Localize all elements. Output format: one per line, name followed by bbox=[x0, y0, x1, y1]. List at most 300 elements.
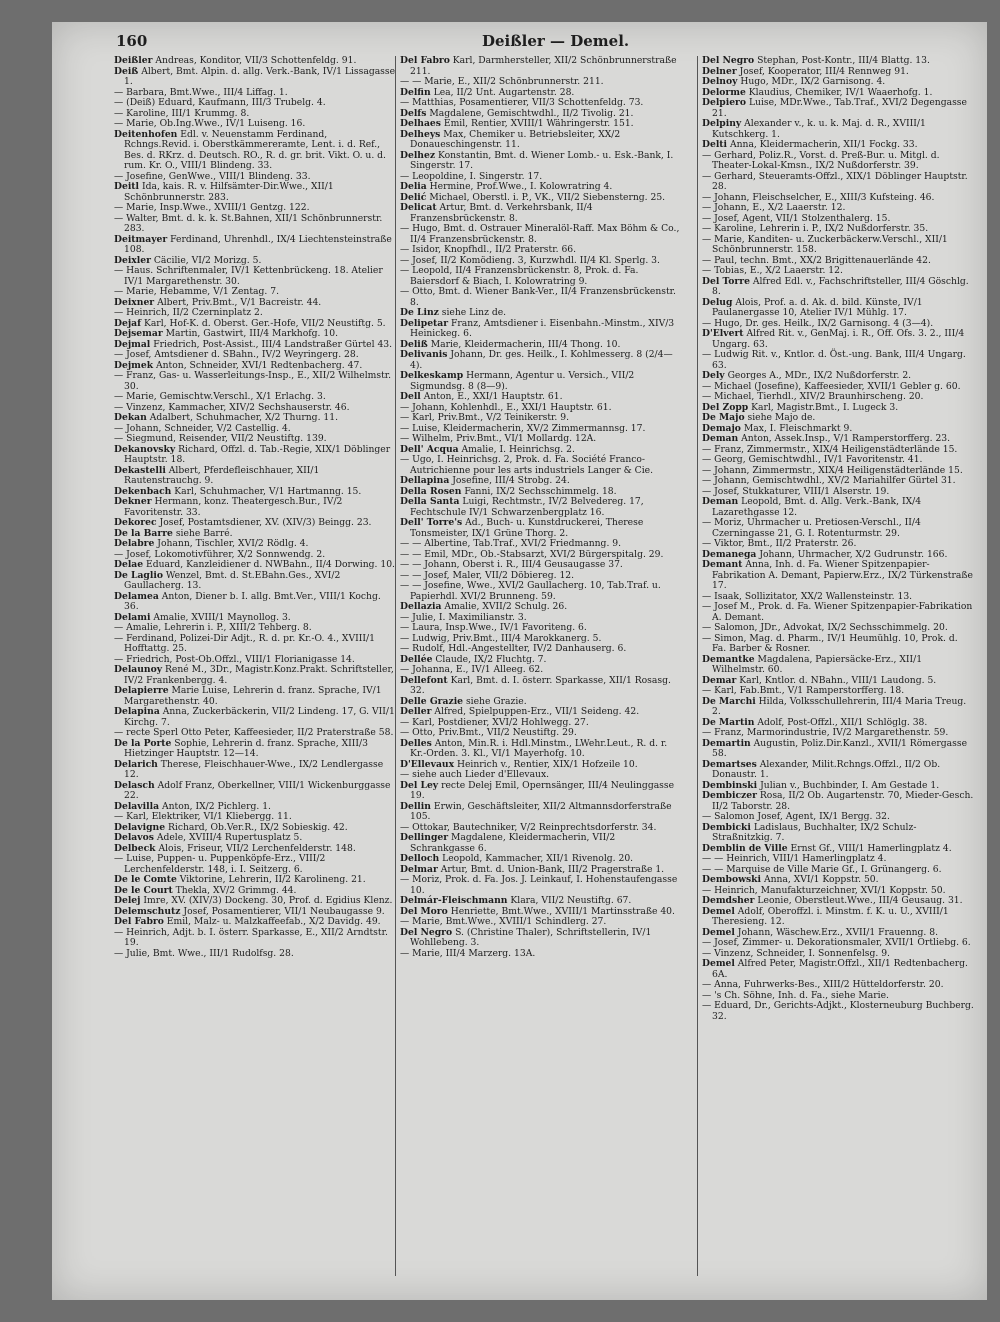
entry-surname: Delle Grazie bbox=[400, 695, 464, 707]
entry-details: Albert, Priv.Bmt., V/1 Bacreistr. 44. bbox=[157, 296, 322, 308]
entry-details: Karl, Bmt. d. I. österr. Sparkasse, XII/1 Rosasg. 32. bbox=[410, 674, 671, 696]
entry-surname: Delipetar bbox=[400, 317, 449, 329]
entry-details: Anton, IX/2 Pichlerg. 1. bbox=[161, 800, 271, 812]
entry-details: Klara, VII/2 Neustiftg. 67. bbox=[510, 895, 632, 906]
entry-surname: Dejaf bbox=[114, 317, 142, 329]
directory-entry bbox=[702, 235, 974, 256]
entry-details: — Johann, Fleischselcher, E., XIII/3 Kufsteing. 46. bbox=[702, 191, 935, 203]
entry-details: Anna, Zuckerbäckerin, VII/2 Lindeng. 17, G. VII/1 Kirchg. 7. bbox=[124, 706, 395, 728]
entry-surname: Delasch bbox=[114, 779, 155, 791]
entry-surname: Dekanovsky bbox=[114, 443, 176, 455]
entry-details: Cäcilie, VI/2 Morizg. 5. bbox=[153, 254, 262, 266]
directory-entry bbox=[114, 707, 396, 728]
directory-entry bbox=[702, 634, 974, 655]
entry-surname: Delmár-Fleischmann bbox=[400, 895, 508, 906]
entry-surname: Delamea bbox=[114, 590, 159, 602]
entry-details: Therese, Fleischhauer-Wwe., IX/2 Lendlergasse 12. bbox=[124, 758, 384, 780]
entry-details: — Michael (Josefine), Kaffeesieder, XVII/1 Gebler g. 60. bbox=[702, 380, 961, 392]
entry-details: — Hugo, Dr. ges. Heilk., IX/2 Garnisong. 4 (3—4). bbox=[702, 317, 934, 329]
page-number: 160 bbox=[116, 32, 148, 50]
directory-entry bbox=[400, 497, 682, 518]
entry-details: — Karl, Postdiener, XVI/2 Hohlwegg. 27. bbox=[400, 716, 589, 728]
entry-details: — — Emil, MDr., Ob.-Stabsarzt, XVI/2 Bürgerspitalg. 29. bbox=[400, 548, 664, 560]
entry-surname: Delloch bbox=[400, 853, 440, 864]
entry-details: — Josef, Stukkaturer, VIII/1 Alserstr. 19. bbox=[702, 485, 890, 497]
entry-surname: Delarich bbox=[114, 758, 158, 770]
entry-details: — Josef, Amtsdiener d. SBahn., IV/2 Weyringerg. 28. bbox=[114, 349, 359, 360]
entry-details: Eduard, Kanzleidiener d. NWBahn., II/4 Dorwing. 10. bbox=[146, 559, 395, 570]
entry-surname: Deitmayer bbox=[114, 233, 168, 245]
entry-surname: Demajo bbox=[702, 422, 741, 434]
entry-details: — Julie, Bmt. Wwe., III/1 Rudolfsg. 28. bbox=[114, 947, 294, 959]
entry-surname: Deiß bbox=[114, 65, 139, 77]
directory-entry bbox=[702, 277, 974, 298]
entry-surname: Delavigne bbox=[114, 821, 166, 833]
entry-surname: Delpiny bbox=[702, 118, 742, 129]
entry-details: Anton, Schneider, XVI/1 Redtenbacherg. 47. bbox=[156, 359, 363, 371]
entry-details: Karl, Schuhmacher, V/1 Hartmanng. 15. bbox=[174, 485, 362, 497]
entry-surname: Deißler bbox=[114, 56, 153, 66]
entry-surname: Delae bbox=[114, 559, 144, 570]
entry-surname: D'Ellevaux bbox=[400, 758, 455, 770]
entry-details: — siehe auch Lieder d'Ellevaux. bbox=[400, 769, 550, 780]
directory-entry bbox=[400, 781, 682, 802]
entry-details: Adolf Franz, Oberkellner, VIII/1 Wickenburggasse 22. bbox=[124, 779, 391, 801]
entry-surname: Demar bbox=[702, 674, 737, 686]
entry-details: — Marie, Ob.Ing.Wwe., IV/1 Luiseng. 16. bbox=[114, 118, 306, 129]
entry-surname: Del Fabro bbox=[400, 56, 450, 66]
entry-details: Josefine, III/4 Strobg. 24. bbox=[452, 475, 570, 486]
entry-details: — Michael, Tierhdl., XIV/2 Braunhirscheng. 20. bbox=[702, 391, 924, 402]
entry-surname: Delmar bbox=[400, 863, 438, 875]
entry-details: — Josef, II/2 Komödieng. 3, Kurzwhdl. II/4 Kl. Sperlg. 3. bbox=[400, 254, 660, 266]
entry-details: Franz, Amtsdiener i. Eisenbahn.-Minstm., XIV/3 Heinickeg. 6. bbox=[410, 317, 675, 339]
entry-surname: Deman bbox=[702, 496, 739, 507]
entry-surname: Deixner bbox=[114, 296, 155, 308]
entry-details: Konstantin, Bmt. d. Wiener Lomb.- u. Esk.-Bank, I. Singerstr. 17. bbox=[410, 149, 674, 171]
entry-surname: Dellin bbox=[400, 800, 431, 812]
entry-surname: Demdsher bbox=[702, 895, 755, 906]
entry-details: — Johann, Gemischtwdhl., XV/2 Mariahilfer Gürtel 31. bbox=[702, 475, 956, 486]
directory-entry bbox=[702, 760, 974, 781]
entry-surname: Dellefont bbox=[400, 674, 448, 686]
entry-details: — Eduard, Dr., Gerichts-Adjkt., Klosterneuburg Buchberg. 32. bbox=[702, 1000, 974, 1022]
column-divider bbox=[395, 56, 396, 1276]
directory-entry bbox=[114, 571, 396, 592]
entry-details: — — Heinrich, VIII/1 Hamerlingplatz 4. bbox=[702, 853, 887, 864]
entry-surname: Dekan bbox=[114, 412, 147, 423]
entry-surname: Demel bbox=[702, 958, 735, 969]
entry-details: siehe Majo de. bbox=[747, 412, 816, 423]
directory-entry bbox=[400, 802, 682, 823]
entry-surname: Dekastelli bbox=[114, 464, 166, 476]
entry-surname: Delavos bbox=[114, 832, 154, 843]
entry-details: Magdalena, Papiersäcke-Erz., XII/1 Wilhelmstr. 60. bbox=[712, 653, 923, 675]
entry-details: Amalie, XVII/2 Schulg. 26. bbox=[444, 601, 568, 612]
entry-details: Hermine, Prof.Wwe., I. Kolowratring 4. bbox=[429, 181, 613, 192]
directory-entry bbox=[702, 602, 974, 623]
entry-details: — Luise, Puppen- u. Puppenköpfe-Erz., VIII/2 Lerchenfelderstr. 148, i. I. Seitzerg. 6. bbox=[114, 853, 326, 875]
entry-details: — — Marquise de Ville Marie Gf., I. Grünangerg. 6. bbox=[702, 863, 942, 875]
entry-surname: De Majo bbox=[702, 412, 745, 423]
directory-entry bbox=[702, 655, 974, 676]
directory-entry bbox=[702, 98, 974, 119]
entry-details: — Karl, Fab.Bmt., V/1 Ramperstorfferg. 18. bbox=[702, 685, 905, 696]
entry-details: Georges A., MDr., IX/2 Nußdorferstr. 2. bbox=[727, 370, 912, 381]
entry-details: René M., 3Dr., Magistr.Konz.Prakt. Schriftsteller, IV/2 Frankenbergg. 4. bbox=[124, 664, 394, 686]
entry-details: — Hugo, Bmt. d. Ostrauer Mineralöl-Raff. Max Böhm & Co., II/4 Franzensbrückenstr. 8. bbox=[400, 223, 680, 245]
entry-details: Leopold, Bmt. d. Allg. Verk.-Bank, IX/4 Lazarethgasse 12. bbox=[712, 496, 922, 518]
entry-surname: Della Santa bbox=[400, 496, 460, 507]
entry-details: — — Johann, Oberst i. R., III/4 Geusaugasse 37. bbox=[400, 559, 623, 570]
entry-details: Richard, Ob.Ver.R., IX/2 Sobieskig. 42. bbox=[167, 821, 348, 833]
entry-surname: Del Ley bbox=[400, 779, 439, 791]
entry-surname: Delhez bbox=[400, 149, 436, 161]
entry-details: Artur, Bmt. d. Union-Bank, III/2 Pragerstraße 1. bbox=[440, 863, 665, 875]
entry-details: Luigi, Rechtmstr., IV/2 Belvedereg. 17, Fechtschule IV/1 Schwarzenbergplatz 16. bbox=[410, 496, 644, 518]
entry-details: — Josef M., Prok. d. Fa. Wiener Spitzenpapier-Fabrikation A. Demant. bbox=[702, 601, 973, 623]
directory-entry bbox=[400, 833, 682, 854]
entry-details: Josef, Posamentierer, VII/1 Neubaugasse 9. bbox=[183, 905, 385, 917]
entry-details: Anton, Diener b. I. allg. Bmt.Ver., VIII/1 Kochg. 36. bbox=[124, 590, 381, 612]
entry-surname: Demel bbox=[702, 905, 735, 917]
directory-entry bbox=[400, 928, 682, 949]
entry-details: Ida, kais. R. v. Hilfsämter-Dir.Wwe., XII/1 Schönbrunnerstr. 283. bbox=[124, 181, 334, 203]
entry-details: Karl, Hof-K. d. Oberst. Ger.-Hofe, VII/2 Neustiftg. 5. bbox=[143, 317, 386, 329]
entry-surname: De Linz bbox=[400, 307, 439, 318]
directory-entry bbox=[400, 266, 682, 287]
entry-surname: Delami bbox=[114, 611, 151, 623]
entry-details: Anna, Inh. d. Fa. Wiener Spitzenpapier-Fabrikation A. Demant, Papierw.Erz., IX/2 Türkenstraße 17. bbox=[712, 559, 973, 591]
entry-surname: Delti bbox=[702, 139, 728, 150]
entry-details: Alfred Peter, Magistr.Offzl., XII/1 Redtenbacherg. 6A. bbox=[712, 958, 968, 980]
entry-surname: De la Porte bbox=[114, 737, 172, 749]
entry-details: siehe Barré. bbox=[175, 527, 233, 539]
entry-details: Viktorine, Lehrerin, II/2 Karolineng. 21. bbox=[179, 874, 366, 885]
entry-surname: Delapierre bbox=[114, 685, 169, 696]
entry-surname: Demanega bbox=[702, 548, 757, 560]
entry-details: — Heinrich, Manufakturzeichner, XVI/1 Koppstr. 50. bbox=[702, 884, 946, 896]
entry-details: Magdalene, Gemischtwdhl., II/2 Tivolig. 21. bbox=[429, 107, 634, 119]
directory-entry bbox=[114, 466, 396, 487]
entry-details: — Barbara, Bmt.Wwe., III/4 Liffag. 1. bbox=[114, 86, 288, 98]
entry-details: — Isaak, Sollizitator, XX/2 Wallensteinstr. 13. bbox=[702, 590, 913, 602]
entry-details: Marie, Kleidermacherin, III/4 Thong. 10. bbox=[430, 338, 621, 350]
entry-details: — Josef, Zimmer- u. Dekorationsmaler, XVII/1 Ortliebg. 6. bbox=[702, 937, 971, 948]
directory-entry bbox=[400, 518, 682, 539]
entry-surname: Dekner bbox=[114, 496, 152, 507]
directory-entry bbox=[114, 592, 396, 613]
entry-surname: Delner bbox=[702, 65, 737, 77]
directory-entry bbox=[400, 130, 682, 151]
entry-surname: Demartin bbox=[702, 737, 751, 749]
entry-details: — Josefine, GenWwe., VIII/1 Blindeng. 33. bbox=[114, 170, 311, 182]
entry-details: recte Delej Emil, Opernsänger, III/4 Neulinggasse 19. bbox=[410, 779, 675, 801]
entry-details: — Marie, III/4 Marzerg. 13A. bbox=[400, 947, 536, 959]
entry-details: Artur, Bmt. d. Verkehrsbank, II/4 Franzensbrückenstr. 8. bbox=[410, 202, 593, 224]
entry-details: — Franz, Gas- u. Wasserleitungs-Insp., E., XII/2 Wilhelmstr. 30. bbox=[114, 370, 392, 392]
entry-details: Alois, Prof. a. d. Ak. d. bild. Künste, IV/1 Paulanergasse 10, Atelier IV/1 Mühlg. 17. bbox=[712, 296, 923, 318]
entry-surname: Del Torre bbox=[702, 275, 750, 287]
directory-entry bbox=[400, 676, 682, 697]
directory-entry bbox=[702, 697, 974, 718]
entry-surname: Dejmek bbox=[114, 359, 154, 371]
entry-surname: Dely bbox=[702, 370, 725, 381]
entry-surname: Delia bbox=[400, 181, 427, 192]
entry-details: Hilda, Volksschullehrerin, III/4 Maria Treug. 2. bbox=[712, 695, 967, 717]
directory-entry bbox=[702, 518, 974, 539]
entry-surname: Del Negro bbox=[702, 56, 755, 66]
entry-details: — — Josefine, Wwe., XVI/2 Gaullacherg. 10, Tab.Traf. u. Papierhdl. XVI/2 Brunneng. 59. bbox=[400, 580, 661, 602]
entry-details: siehe Grazie. bbox=[465, 695, 527, 707]
directory-entry bbox=[400, 287, 682, 308]
entry-details: Amalie, I. Heinrichsg. 2. bbox=[461, 443, 575, 455]
directory-entry bbox=[702, 907, 974, 928]
entry-surname: Dembiczer bbox=[702, 790, 757, 801]
directory-entry bbox=[114, 182, 396, 203]
entry-details: — Heinrich, II/2 Czerninplatz 2. bbox=[114, 307, 263, 318]
entry-details: Max, Chemiker u. Betriebsleiter, XX/2 Donaueschingenstr. 11. bbox=[410, 128, 621, 150]
directory-entry bbox=[114, 739, 396, 760]
directory-column-1 bbox=[114, 56, 396, 1290]
entry-surname: Dekenbach bbox=[114, 485, 172, 497]
directory-entry bbox=[114, 371, 396, 392]
entry-surname: Del Moro bbox=[400, 905, 448, 917]
entry-surname: Delkeskamp bbox=[400, 370, 464, 381]
entry-details: Alfred, Spielpuppen-Erz., VII/1 Seideng. 42. bbox=[434, 706, 640, 717]
entry-details: — Karoline, Lehrerin i. P., IX/2 Nußdorferstr. 35. bbox=[702, 223, 929, 234]
directory-entry bbox=[114, 266, 396, 287]
entry-surname: Dejsemar bbox=[114, 328, 163, 339]
entry-details: — Isidor, Knopfhdl., II/2 Praterstr. 66. bbox=[400, 244, 577, 255]
entry-details: Emil, Rentier, XVIII/1 Währingerstr. 151. bbox=[443, 118, 634, 129]
directory-page bbox=[52, 22, 987, 1300]
entry-surname: Delemschutz bbox=[114, 905, 181, 917]
entry-details: — Amalie, Lehrerin i. P., XIII/2 Tehberg. 8. bbox=[114, 622, 312, 633]
entry-details: — Julie, I. Maximilianstr. 3. bbox=[400, 611, 527, 623]
entry-details: Johann, Tischler, XVI/2 Rödlg. 4. bbox=[157, 538, 309, 549]
entry-surname: Della Rosen bbox=[400, 485, 462, 497]
entry-details: Johann, Dr. ges. Heilk., I. Kohlmesserg. 8 (2/4—4). bbox=[410, 349, 673, 371]
entry-details: Marie Luise, Lehrerin d. franz. Sprache, IV/1 Margarethenstr. 40. bbox=[124, 685, 382, 707]
entry-surname: De la Barre bbox=[114, 527, 173, 539]
entry-details: — Ludwig Rit. v., Kntlor. d. Öst.-ung. Bank, III/4 Ungarg. 63. bbox=[702, 349, 966, 371]
entry-details: Rosa, II/2 Ob. Augartenstr. 70, Mieder-Gesch. II/2 Taborstr. 28. bbox=[712, 790, 974, 812]
entry-details: — Salomon, JDr., Advokat, IX/2 Sechsschimmelg. 20. bbox=[702, 622, 948, 633]
directory-entry bbox=[702, 959, 974, 980]
entry-details: — Anna, Fuhrwerks-Bes., XIII/2 Hütteldorferstr. 20. bbox=[702, 979, 944, 990]
directory-entry bbox=[114, 445, 396, 466]
entry-details: Heinrich v., Rentier, XIX/1 Hofzeile 10. bbox=[456, 758, 638, 770]
entry-details: — Marie, Kanditen- u. Zuckerbäckerw.Verschl., XII/1 Schönbrunnerstr. 158. bbox=[702, 233, 948, 255]
entry-details: — Marie, Hebamme, V/1 Zentag. 7. bbox=[114, 286, 280, 297]
entry-details: Albert, Pferdefleischhauer, XII/1 Rautenstrauchg. 9. bbox=[124, 464, 320, 486]
entry-surname: Dekorec bbox=[114, 517, 157, 528]
entry-details: Leopold, Kammacher, XII/1 Rivenolg. 20. bbox=[442, 853, 634, 864]
directory-entry bbox=[400, 455, 682, 476]
entry-details: — Ludwig, Priv.Bmt., III/4 Marokkanerg. 5. bbox=[400, 632, 602, 644]
entry-details: — Gerhard, Poliz.R., Vorst. d. Preß-Bur. u. Mitgl. d. Theater-Lokal-Kmsn., IX/2 Nußdorferstr. 39. bbox=[702, 149, 940, 171]
column-divider bbox=[697, 56, 698, 1276]
directory-entry bbox=[702, 298, 974, 319]
entry-surname: Dellazia bbox=[400, 601, 442, 612]
entry-details: Ferdinand, Uhrenhdl., IX/4 Liechtensteinstraße 108. bbox=[124, 233, 392, 255]
entry-surname: Deller bbox=[400, 706, 432, 717]
entry-details: S. (Christine Thaler), Schriftstellerin, IV/1 Wohllebeng. 3. bbox=[410, 926, 652, 948]
entry-details: Adolf, Post-Offzl., XII/1 Schlöglg. 38. bbox=[757, 716, 928, 728]
directory-entry bbox=[114, 665, 396, 686]
directory-entry bbox=[114, 760, 396, 781]
directory-entry bbox=[400, 371, 682, 392]
entry-details: — — Josef, Maler, VII/2 Döbiereg. 12. bbox=[400, 569, 575, 581]
entry-surname: De le Court bbox=[114, 884, 173, 896]
entry-details: Luise, MDr.Wwe., Tab.Traf., XVI/2 Degengasse 21. bbox=[712, 97, 967, 119]
entry-details: — Karl, Elektriker, VI/1 Kliebergg. 11. bbox=[114, 811, 292, 822]
entry-surname: Delivanis bbox=[400, 349, 448, 360]
entry-details: Fanni, IX/2 Sechsschimmelg. 18. bbox=[464, 485, 617, 497]
directory-entry bbox=[400, 319, 682, 340]
entry-details: — Otto, Bmt. d. Wiener Bank-Ver., II/4 Franzensbrückenstr. 8. bbox=[400, 286, 676, 308]
entry-details: Hugo, MDr., IX/2 Garnisong. 4. bbox=[740, 76, 886, 87]
directory-entry bbox=[702, 823, 974, 844]
entry-details: Richard, Offzl. d. Tab.-Regie, XIX/1 Döblinger Hauptstr. 18. bbox=[124, 443, 391, 465]
entry-surname: Delbeck bbox=[114, 842, 156, 854]
entry-details: Josef, Postamtsdiener, XV. (XIV/3) Beingg. 23. bbox=[159, 517, 372, 528]
entry-details: Ad., Buch- u. Kunstdruckerei, Therese Tonsmeister, IX/1 Grüne Thorg. 2. bbox=[410, 517, 644, 539]
entry-details: — Ugo, I. Heinrichsg. 2, Prok. d. Fa. Société Franco-Autrichienne pour les arts industriels Langer & Cie. bbox=[400, 454, 654, 476]
entry-details: — Marie, Insp.Wwe., XVIII/1 Gentzg. 122. bbox=[114, 202, 310, 213]
entry-details: Hermann, Agentur u. Versich., VII/2 Sigmundsg. 8 (8—9). bbox=[410, 370, 635, 392]
entry-surname: Dembicki bbox=[702, 821, 751, 833]
entry-details: Magdalene, Kleidermacherin, VII/2 Schrankgasse 6. bbox=[410, 832, 616, 854]
entry-details: Augustin, Poliz.Dir.Kanzl., XVII/1 Römergasse 58. bbox=[712, 737, 968, 759]
entry-details: — — Albertine, Tab.Traf., XVI/2 Friedmanng. 9. bbox=[400, 538, 622, 549]
directory-entry bbox=[114, 214, 396, 235]
entry-surname: Delavilla bbox=[114, 800, 160, 812]
entry-details: Max, I. Fleischmarkt 9. bbox=[743, 422, 853, 434]
entry-details: siehe Linz de. bbox=[441, 307, 507, 318]
entry-surname: Delić bbox=[400, 191, 427, 203]
entry-surname: Del Zopp bbox=[702, 401, 749, 413]
entry-details: — Heinrich, Adjt. b. I. österr. Sparkasse, E., XII/2 Arndtstr. 19. bbox=[114, 926, 388, 948]
entry-details: — Matthias, Posamentierer, VII/3 Schottenfeldg. 73. bbox=[400, 97, 644, 108]
entry-details: Sophie, Lehrerin d. franz. Sprache, XIII/3 Hietzinger Hauptstr. 12—14. bbox=[124, 737, 368, 759]
entry-surname: Delfin bbox=[400, 86, 431, 98]
entry-surname: Del Fabro bbox=[114, 916, 164, 927]
entry-surname: Delorme bbox=[702, 86, 746, 98]
entry-details: Anton, Min.R. i. Hdl.Minstm., LWehr.Leut., R. d. r. Kr.-Orden. 3. Kl., VI/1 Mayerhofg. 10. bbox=[410, 737, 668, 759]
entry-surname: Dejmal bbox=[114, 338, 151, 350]
entry-details: Martin, Gastwirt, III/4 Markhofg. 10. bbox=[165, 328, 338, 339]
entry-details: — — Marie, E., XII/2 Schönbrunnerstr. 211. bbox=[400, 76, 604, 87]
entry-details: Adalbert, Schuhmacher, X/2 Thurng. 11. bbox=[149, 412, 339, 423]
entry-surname: Dell' Acqua bbox=[400, 443, 459, 455]
entry-surname: Deliß bbox=[400, 338, 428, 350]
entry-details: Alexander v., k. u. k. Maj. d. R., XVIII/1 Kutschkerg. 1. bbox=[712, 118, 926, 140]
entry-surname: Dell bbox=[400, 391, 421, 402]
directory-entry bbox=[702, 739, 974, 760]
entry-details: — Leopoldine, I. Singerstr. 17. bbox=[400, 170, 543, 182]
entry-details: — Paul, techn. Bmt., XX/2 Brigittenauerlände 42. bbox=[702, 254, 931, 266]
entry-surname: Delapina bbox=[114, 706, 160, 717]
entry-surname: Demant bbox=[702, 559, 743, 570]
entry-surname: Delej bbox=[114, 895, 141, 906]
entry-details: — Franz, Zimmermstr., XIX/4 Heiligenstädterlände 15. bbox=[702, 443, 958, 455]
entry-details: Friedrich, Post-Assist., III/4 Landstraßer Gürtel 43. bbox=[153, 338, 393, 350]
entry-surname: Del Negro bbox=[400, 926, 453, 938]
directory-entry bbox=[702, 791, 974, 812]
entry-details: — Johann, Schneider, V/2 Castellig. 4. bbox=[114, 422, 291, 434]
entry-surname: Dembowski bbox=[702, 874, 762, 885]
entry-details: Anna, XVI/1 Koppstr. 50. bbox=[763, 874, 879, 885]
entry-details: — Ottokar, Bautechniker, V/2 Reinprechtsdorferstr. 34. bbox=[400, 821, 657, 833]
entry-details: Alexander, Milit.Rchngs.Offzl., II/2 Ob. Donaustr. 1. bbox=[712, 758, 941, 780]
entry-details: — Franz, Marmorindustrie, IV/2 Margarethenstr. 59. bbox=[702, 727, 949, 738]
entry-details: — Moriz, Uhrmacher u. Pretiosen-Verschl., II/4 Czerningasse 21, G. I. Rotenturmstr. 29. bbox=[702, 517, 921, 539]
entry-surname: Deixler bbox=[114, 254, 151, 266]
entry-details: Wenzel, Bmt. d. St.EBahn.Ges., XVI/2 Gaullacherg. 13. bbox=[124, 569, 341, 591]
entry-details: — 's Ch. Söhne, Inh. d. Fa., siehe Marie. bbox=[702, 989, 889, 1001]
entry-details: Karl, Kntlor. d. NBahn., VIII/1 Laudong. 5. bbox=[739, 674, 937, 686]
entry-details: — Laura, Insp.Wwe., IV/1 Favoriteng. 6. bbox=[400, 622, 587, 633]
directory-entry bbox=[400, 949, 682, 960]
entry-surname: Demblin de Ville bbox=[702, 842, 788, 854]
entry-surname: Demantke bbox=[702, 653, 755, 665]
entry-details: — Moriz, Prok. d. Fa. Jos. J. Leinkauf, I. Hohenstaufengasse 10. bbox=[400, 874, 678, 896]
directory-entry bbox=[702, 151, 974, 172]
entry-details: Lea, II/2 Unt. Augartenstr. 28. bbox=[433, 86, 575, 98]
directory-entry bbox=[400, 224, 682, 245]
entry-surname: De Marchi bbox=[702, 695, 756, 707]
entry-details: Julian v., Buchbinder, I. Am Gestade 1. bbox=[760, 779, 940, 791]
directory-entry bbox=[400, 151, 682, 172]
directory-entry bbox=[400, 581, 682, 602]
directory-entry bbox=[114, 686, 396, 707]
entry-details: Henriette, Bmt.Wwe., XVIII/1 Martinsstraße 40. bbox=[450, 905, 675, 917]
entry-details: Josef, Kooperator, III/4 Rennweg 91. bbox=[739, 65, 909, 77]
directory-entry bbox=[702, 329, 974, 350]
entry-details: — Marie, Gemischtw.Verschl., X/1 Erlachg. 3. bbox=[114, 391, 326, 402]
entry-details: Andreas, Konditor, VII/3 Schottenfeldg. 91. bbox=[155, 56, 357, 66]
directory-entry bbox=[114, 235, 396, 256]
entry-details: Anton, Assek.Insp., V/1 Ramperstorfferg. 23. bbox=[741, 433, 951, 444]
directory-entry bbox=[702, 119, 974, 140]
entry-details: Thekla, XV/2 Grimmg. 44. bbox=[175, 884, 297, 896]
entry-details: — Ferdinand, Polizei-Dir Adjt., R. d. pr. Kr.-O. 4., XVIII/1 Hofftattg. 25. bbox=[114, 632, 375, 654]
entry-surname: De Laglio bbox=[114, 569, 163, 581]
entry-details: — Simon, Mag. d. Pharm., IV/1 Heumühlg. 10, Prok. d. Fa. Barber & Rosner. bbox=[702, 632, 958, 654]
entry-details: — Karoline, III/1 Krummg. 8. bbox=[114, 107, 250, 119]
entry-surname: Dellapina bbox=[400, 475, 450, 486]
entry-details: — Friedrich, Post-Ob.Offzl., VIII/1 Florianigasse 14. bbox=[114, 653, 355, 665]
entry-details: — Walter, Bmt. d. k. k. St.Bahnen, XII/1 Schönbrunnerstr. 283. bbox=[114, 212, 383, 234]
directory-entry bbox=[400, 56, 682, 77]
entry-details: — Johann, Kohlenhdl., E., XXI/1 Hauptstr. 61. bbox=[400, 401, 612, 413]
directory-entry bbox=[114, 497, 396, 518]
entry-details: Adolf, Oberoffzl. i. Minstm. f. K. u. U., XVIII/1 Theresieng. 12. bbox=[712, 905, 949, 927]
entry-details: Stephan, Post-Kontr., III/4 Blattg. 13. bbox=[757, 56, 930, 66]
directory-entry bbox=[702, 497, 974, 518]
entry-details: Karl, Magistr.Bmt., I. Lugeck 3. bbox=[751, 401, 899, 413]
entry-details: — Josef, Lokomotivführer, X/2 Sonnwendg. 2. bbox=[114, 548, 326, 560]
entry-surname: Deitenhofen bbox=[114, 128, 178, 140]
entry-details: — Johanna, E., IV/1 Alleeg. 62. bbox=[400, 664, 544, 675]
entry-details: Anton, E., XXI/1 Hauptstr. 61. bbox=[423, 391, 563, 402]
entry-surname: Delug bbox=[702, 296, 733, 308]
entry-surname: Delhaes bbox=[400, 118, 441, 129]
entry-details: — Johann, Zimmermstr., XIX/4 Heiligenstädterlände 15. bbox=[702, 464, 963, 476]
entry-surname: Delles bbox=[400, 737, 432, 749]
